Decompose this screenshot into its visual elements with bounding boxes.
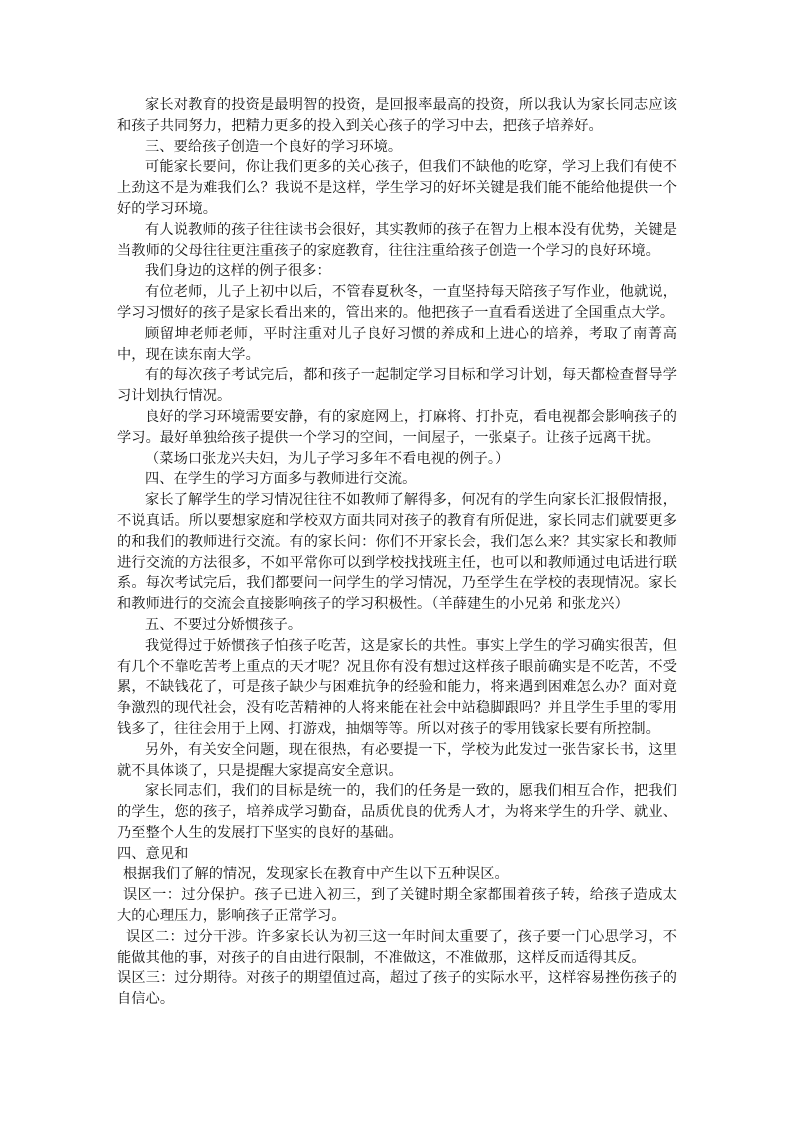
heading-section-three: 三、要给孩子创造一个良好的学习环境。	[145, 138, 403, 155]
paragraph-investment: 家长对教育的投资是最明智的投资，是回报率最高的投资，所以我认为家长同志应该和孩子共同努力，把精力更多的投入到关心孩子的学习中去，把孩子培养好。	[117, 97, 677, 134]
misconception-three: 误区三：过分期待。对孩子的期望值过高，超过了孩子的实际水平，这样容易挫伤孩子的自信心。	[117, 970, 677, 1008]
paragraph-misconceptions-intro: 根据我们了解的情况，发现家长在教育中产生以下五种误区。	[123, 866, 509, 883]
heading-opinions: 四、意见和	[117, 845, 189, 862]
document-page	[117, 95, 677, 1010]
paragraph-cooperation: 家长同志们，我们的目标是统一的，我们的任务是一致的，愿我们相互合作，把我们的学生，您的孩子，培养成学习勤奋，品质优良的优秀人才，为将来学生的升学、就业、乃至整个人生的发展打下坚实的良好的基础。	[117, 783, 677, 841]
paragraph-quiet-environment: 良好的学习环境需要安静，有的家庭网上，打麻将、打扑克，看电视都会影响孩子的学习。最好单独给孩子提供一个学习的空间，一间屋子，一张桌子。让孩子远离干扰。	[117, 408, 677, 446]
paragraph-teacher-children: 有人说教师的孩子往往读书会很好，其实教师的孩子在智力上根本没有优势，关键是当教师的父母往往更注重孩子的家庭教育，往往注重给孩子创造一个学习的良好环境。	[117, 221, 677, 259]
paragraph-examples-intro: 我们身边的这样的例子很多：	[145, 263, 331, 280]
paragraph-example-zhang: （菜场口张龙兴夫妇，为儿子学习多年不看电视的例子。）	[145, 450, 510, 467]
paragraph-safety: 另外，有关安全问题，现在很热，有必要提一下，学校为此发过一张告家长书，这里就不具体谈了，只是提醒大家提高安全意识。	[117, 741, 677, 779]
heading-section-five: 五、不要过分娇惯孩子。	[145, 616, 303, 633]
misconception-two: 误区二：过分干涉。许多家长认为初三这一年时间太重要了，孩子要一门心思学习，不能做其他的事，对孩子的自由进行限制，不准做这，不准做那，这样反而适得其反。	[117, 928, 677, 966]
misconception-one: 误区一：过分保护。孩子已进入初三，到了关键时期全家都围着孩子转，给孩子造成太大的心理压力，影响孩子正常学习。	[117, 887, 677, 925]
paragraph-example-plan: 有的每次孩子考试完后，都和孩子一起制定学习目标和学习计划，每天都检查督导学习计划执行情况。	[117, 367, 677, 405]
paragraph-parent-question: 可能家长要问，你让我们更多的关心孩子，但我们不缺他的吃穿，学习上我们有使不上劲这不是为难我们么？我说不是这样，学生学习的好坏关键是我们能不能给他提供一个好的学习环境。	[117, 159, 677, 217]
paragraph-communication: 家长了解学生的学习情况往往不如教师了解得多，何况有的学生向家长汇报假情报，不说真话。所以要想家庭和学校双方面共同对孩子的教育有所促进，家长同志们就要更多的和我们的教师进行交流。有的家长问：你们不开家长会，我们怎么来？其实家长和教师进行交流的方法很多，不如平常你可以到学校找找班主任，也可以和教师通过电话进行联系。每次考试完后，我们都要问一问学生的学习情况，乃至学生在学校的表现情况。家长和教师进行的交流会直接影响孩子的学习积极性。（羊薛建生的小兄弟 和张龙兴）	[117, 492, 677, 613]
heading-section-four: 四、在学生的学习方面多与教师进行交流。	[145, 471, 417, 488]
paragraph-example-gu: 顾留坤老师老师，平时注重对儿子良好习惯的养成和上进心的培养，考取了南菁高中，现在读东南大学。	[117, 325, 677, 363]
paragraph-example-teacher: 有位老师，儿子上初中以后，不管春夏秋冬，一直坚持每天陪孩子写作业，他就说，学习习惯好的孩子是家长看出来的，管出来的。他把孩子一直看看送进了全国重点大学。	[117, 284, 677, 321]
paragraph-spoiling: 我觉得过于娇惯孩子怕孩子吃苦，这是家长的共性。事实上学生的学习确实很苦，但有几个不靠吃苦考上重点的天才呢？况且你有没有想过这样孩子眼前确实是不吃苦，不受累，不缺钱花了，可是孩子缺少与困难抗争的经验和能力，将来遇到困难怎么办？面对竟争激烈的现代社会，没有吃苦精神的人将来能在社会中站稳脚跟吗？并且学生手里的零用钱多了，往往会用于上网、打游戏，抽烟等等。所以对孩子的零用钱家长要有所控制。	[117, 637, 677, 737]
